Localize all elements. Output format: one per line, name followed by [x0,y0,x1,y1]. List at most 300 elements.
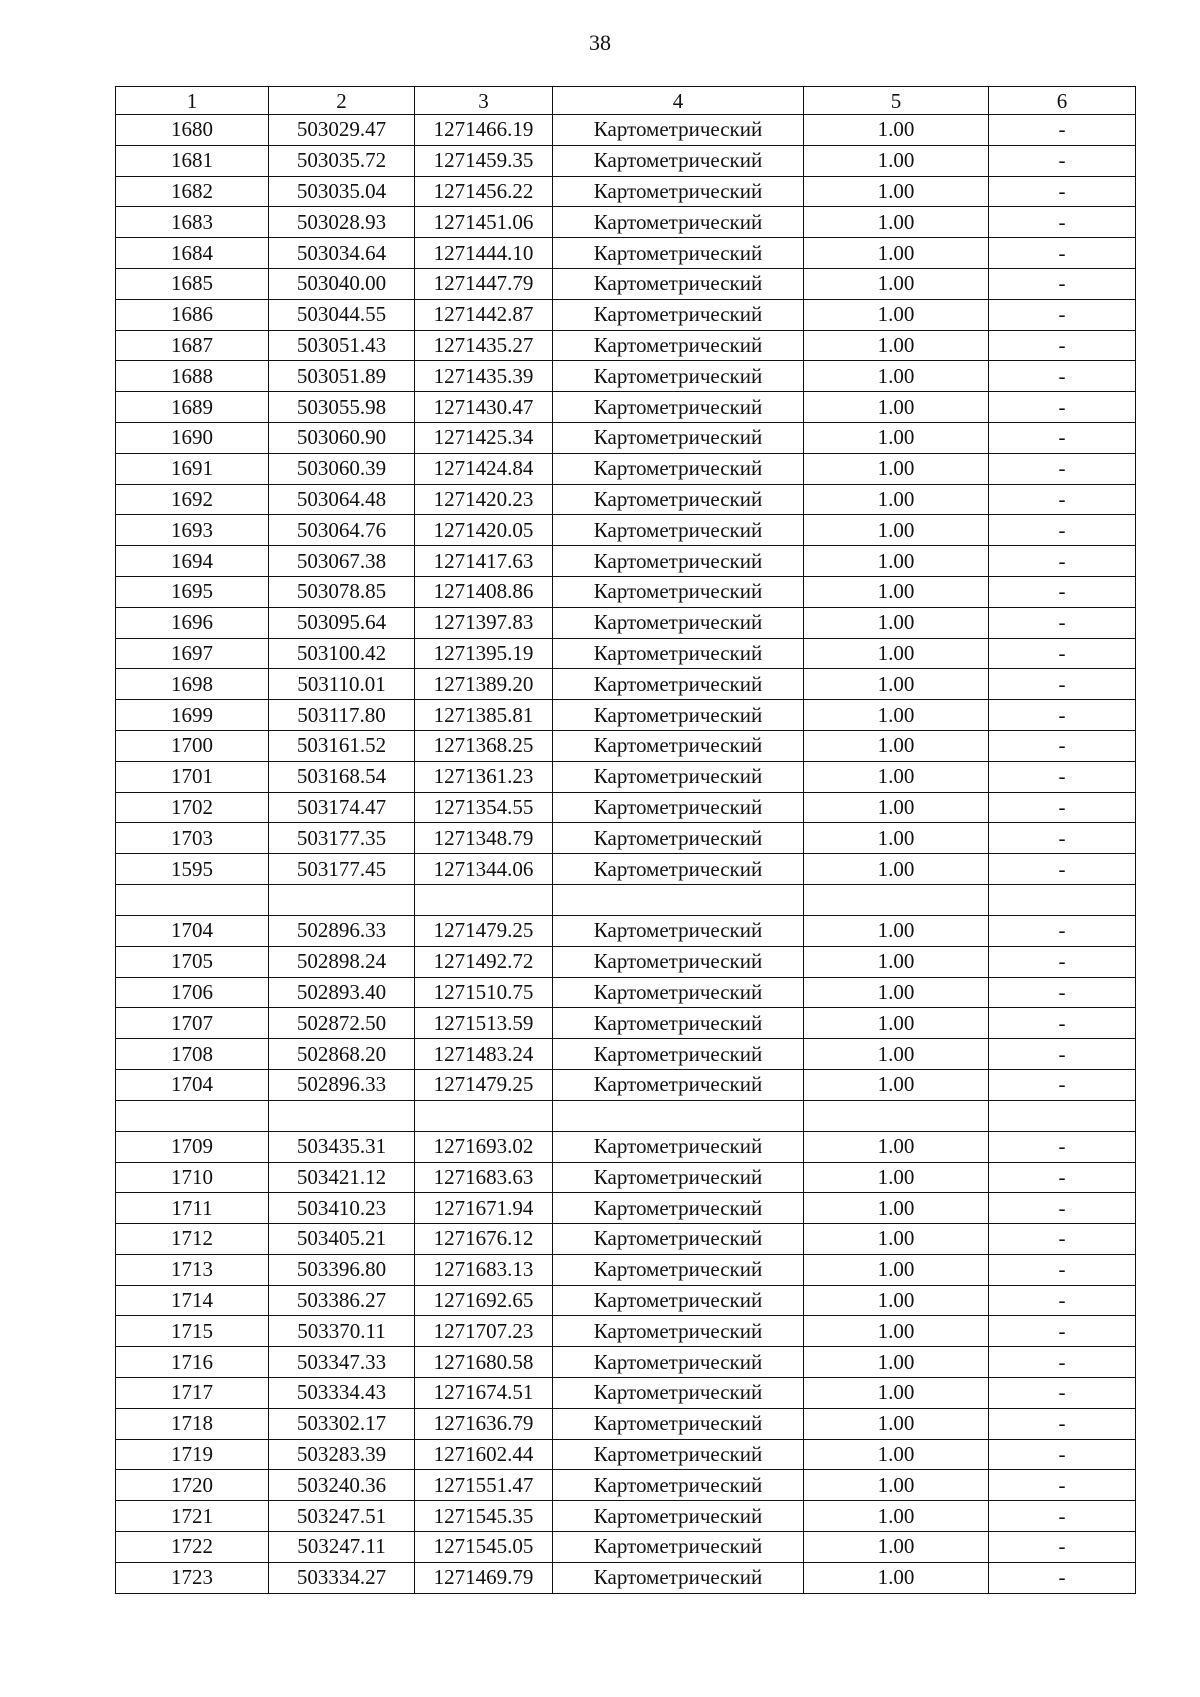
table-row [116,946,1136,977]
table-cell: 1696 [116,607,269,638]
table-cell: 1271354.55 [415,792,553,823]
table-cell [116,884,269,915]
table-cell: 1271430.47 [415,392,553,423]
table-cell: - [989,854,1136,885]
table-cell: 1709 [116,1131,269,1162]
table-cell: 502896.33 [269,915,415,946]
table-cell: 1.00 [804,1378,989,1409]
table-cell: 1.00 [804,669,989,700]
table-cell: 1271395.19 [415,638,553,669]
table-cell: 1689 [116,392,269,423]
table-cell: 502898.24 [269,946,415,977]
table-cell: 1.00 [804,1131,989,1162]
table-cell: 1.00 [804,453,989,484]
table-cell: 1271408.86 [415,576,553,607]
table-cell: 1.00 [804,977,989,1008]
table-cell: - [989,515,1136,546]
table-cell: Картометрический [553,145,804,176]
table-cell: 1271424.84 [415,453,553,484]
table-cell: 1695 [116,576,269,607]
table-cell: 1.00 [804,361,989,392]
table-cell: 502868.20 [269,1039,415,1070]
table-cell: 1680 [116,115,269,146]
table-cell: 1271602.44 [415,1439,553,1470]
table-row [116,1501,1136,1532]
table-cell: Картометрический [553,1131,804,1162]
table-cell: 1702 [116,792,269,823]
table-cell: 502896.33 [269,1069,415,1100]
table-cell: Картометрический [553,1408,804,1439]
table-cell: 1691 [116,453,269,484]
table-row [116,176,1136,207]
table-cell: 1.00 [804,761,989,792]
table-cell: 503302.17 [269,1408,415,1439]
table-cell: - [989,115,1136,146]
table-cell: - [989,638,1136,669]
table-cell: 1718 [116,1408,269,1439]
table-cell: 1271466.19 [415,115,553,146]
table-cell: Картометрический [553,546,804,577]
table-cell: 503044.55 [269,299,415,330]
coordinates-table [115,86,1136,1594]
table-cell: Картометрический [553,730,804,761]
table-cell: 503051.89 [269,361,415,392]
table-cell: 1715 [116,1316,269,1347]
table-row [116,1069,1136,1100]
table-row [116,299,1136,330]
table-cell: 1683 [116,207,269,238]
table-cell: 503334.43 [269,1378,415,1409]
table-cell: 503117.80 [269,700,415,731]
table-cell: 503029.47 [269,115,415,146]
table-cell: 1703 [116,823,269,854]
table-row [116,823,1136,854]
table-cell: 503034.64 [269,238,415,269]
table-row [116,977,1136,1008]
table-cell: Картометрический [553,330,804,361]
table-row [116,700,1136,731]
table-cell: - [989,1378,1136,1409]
table-cell: - [989,546,1136,577]
table-cell: 1688 [116,361,269,392]
table-row [116,1224,1136,1255]
table-cell: - [989,1131,1136,1162]
table-cell: 1710 [116,1162,269,1193]
table-cell: 1700 [116,730,269,761]
table-row [116,238,1136,269]
table-cell: - [989,576,1136,607]
table-cell: - [989,1162,1136,1193]
table-row [116,1378,1136,1409]
table-cell: 1.00 [804,576,989,607]
table-row [116,392,1136,423]
table-cell: Картометрический [553,576,804,607]
table-cell: - [989,977,1136,1008]
table-row [116,1532,1136,1563]
table-row [116,1285,1136,1316]
table-cell: 503035.04 [269,176,415,207]
table-cell: - [989,145,1136,176]
table-cell: 1271435.39 [415,361,553,392]
table-row [116,115,1136,146]
table-cell: 1.00 [804,1224,989,1255]
table-cell: Картометрический [553,1162,804,1193]
table-row [116,576,1136,607]
table-cell: 1720 [116,1470,269,1501]
table-cell [804,884,989,915]
table-cell [415,1100,553,1131]
table-cell: Картометрический [553,422,804,453]
table-cell: 1.00 [804,792,989,823]
table-cell [989,1100,1136,1131]
table-cell: 1686 [116,299,269,330]
table-cell: 503095.64 [269,607,415,638]
table-cell: 1271420.05 [415,515,553,546]
table-cell: - [989,1193,1136,1224]
table-cell: 503435.31 [269,1131,415,1162]
column-header: 4 [553,87,804,115]
table-cell: 1271479.25 [415,1069,553,1100]
table-cell: Картометрический [553,1039,804,1070]
table-cell: 503064.76 [269,515,415,546]
table-cell: 1723 [116,1562,269,1593]
table-separator-row [116,884,1136,915]
table-cell: 503386.27 [269,1285,415,1316]
table-cell: 1271545.35 [415,1501,553,1532]
table-row [116,1193,1136,1224]
table-row [116,638,1136,669]
table-cell: - [989,1285,1136,1316]
table-cell: 1692 [116,484,269,515]
table-cell: 1.00 [804,638,989,669]
table-cell [269,884,415,915]
table-cell: 1271676.12 [415,1224,553,1255]
table-cell: Картометрический [553,1501,804,1532]
table-cell: 1.00 [804,1501,989,1532]
table-cell: 1.00 [804,1562,989,1593]
table-cell: Картометрический [553,1439,804,1470]
table-cell: Картометрический [553,207,804,238]
table-cell: - [989,1501,1136,1532]
table-cell: Картометрический [553,1378,804,1409]
table-cell: 1.00 [804,268,989,299]
table-cell: 1271442.87 [415,299,553,330]
table-cell: 1271459.35 [415,145,553,176]
table-row [116,453,1136,484]
table-cell: 1.00 [804,854,989,885]
table-cell: Картометрический [553,915,804,946]
table-cell: 1.00 [804,1008,989,1039]
table-cell: 1721 [116,1501,269,1532]
table-cell: Картометрический [553,977,804,1008]
table-cell: 503283.39 [269,1439,415,1470]
table-cell: - [989,268,1136,299]
table-cell: 1708 [116,1039,269,1070]
table-cell: 1.00 [804,207,989,238]
table-cell: 1271707.23 [415,1316,553,1347]
table-cell [989,884,1136,915]
table-header-row [116,87,1136,115]
table-cell: 1.00 [804,1316,989,1347]
table-cell: 1690 [116,422,269,453]
table-cell: Картометрический [553,115,804,146]
table-row [116,1470,1136,1501]
table-cell: 1.00 [804,946,989,977]
table-cell: 1271417.63 [415,546,553,577]
table-cell: - [989,1039,1136,1070]
table-row [116,330,1136,361]
table-cell: - [989,669,1136,700]
table-cell: 1271435.27 [415,330,553,361]
table-row [116,915,1136,946]
table-cell: 503247.51 [269,1501,415,1532]
table-cell: 503177.35 [269,823,415,854]
table-row [116,1562,1136,1593]
table-cell: 1.00 [804,1347,989,1378]
table-cell: Картометрический [553,1193,804,1224]
table-cell: 1685 [116,268,269,299]
table-cell: 503174.47 [269,792,415,823]
table-cell: 1.00 [804,730,989,761]
table-cell [415,884,553,915]
column-header: 2 [269,87,415,115]
table-cell: 1271397.83 [415,607,553,638]
table-cell: 1705 [116,946,269,977]
table-cell: 1.00 [804,607,989,638]
table-cell: - [989,792,1136,823]
table-cell: - [989,330,1136,361]
table-cell: 503347.33 [269,1347,415,1378]
table-cell: 1687 [116,330,269,361]
table-row [116,361,1136,392]
table-cell: 1717 [116,1378,269,1409]
table-cell: 1712 [116,1224,269,1255]
table-cell: 1271680.58 [415,1347,553,1378]
table-cell: Картометрический [553,299,804,330]
table-cell: 503051.43 [269,330,415,361]
table-cell: Картометрический [553,268,804,299]
table-row [116,484,1136,515]
table-cell: 1.00 [804,700,989,731]
table-cell: Картометрический [553,1254,804,1285]
table-cell: 1706 [116,977,269,1008]
table-cell: - [989,299,1136,330]
table-row [116,145,1136,176]
column-header: 1 [116,87,269,115]
table-cell: 503334.27 [269,1562,415,1593]
table-cell: - [989,207,1136,238]
table-cell: 1271348.79 [415,823,553,854]
table-cell: - [989,361,1136,392]
table-cell: 1.00 [804,1193,989,1224]
table-cell: 1.00 [804,330,989,361]
table-cell: Картометрический [553,515,804,546]
table-cell: 1271451.06 [415,207,553,238]
table-cell: 1595 [116,854,269,885]
table-cell: 1.00 [804,823,989,854]
table-cell: Картометрический [553,946,804,977]
table-cell: - [989,761,1136,792]
table-cell: 1.00 [804,238,989,269]
table-row [116,546,1136,577]
table-row [116,607,1136,638]
table-cell: Картометрический [553,1347,804,1378]
table-row [116,1347,1136,1378]
table-cell: 1.00 [804,1069,989,1100]
table-cell: - [989,1069,1136,1100]
table-cell: 1.00 [804,915,989,946]
table-cell: 1271444.10 [415,238,553,269]
table-cell: 1684 [116,238,269,269]
table-cell: Картометрический [553,238,804,269]
table-cell: - [989,176,1136,207]
table-cell: 1271479.25 [415,915,553,946]
table-row [116,268,1136,299]
table-cell: Картометрический [553,453,804,484]
table-row [116,792,1136,823]
table-cell: Картометрический [553,607,804,638]
table-cell: 1681 [116,145,269,176]
table-cell: 1.00 [804,115,989,146]
table-cell: 503060.39 [269,453,415,484]
table-cell: 1698 [116,669,269,700]
table-cell: Картометрический [553,361,804,392]
table-separator-row [116,1100,1136,1131]
table-cell: 1699 [116,700,269,731]
table-cell: 1271469.79 [415,1562,553,1593]
table-cell: 503405.21 [269,1224,415,1255]
table-cell: 503396.80 [269,1254,415,1285]
table-cell: Картометрический [553,792,804,823]
table-cell: 1716 [116,1347,269,1378]
table-row [116,1439,1136,1470]
table-body [116,87,1136,1594]
table-cell: 1704 [116,1069,269,1100]
table-cell: 1271344.06 [415,854,553,885]
table-cell: 503078.85 [269,576,415,607]
table-row [116,515,1136,546]
table-cell: 503421.12 [269,1162,415,1193]
table-cell: Картометрический [553,484,804,515]
table-cell: - [989,823,1136,854]
table-cell: 1.00 [804,1254,989,1285]
table-cell: - [989,484,1136,515]
table-cell: - [989,700,1136,731]
table-cell: Картометрический [553,669,804,700]
table-cell: Картометрический [553,1224,804,1255]
table-cell: 503100.42 [269,638,415,669]
table-cell: 1271510.75 [415,977,553,1008]
table-row [116,422,1136,453]
table-cell: 1271692.65 [415,1285,553,1316]
table-cell: 1697 [116,638,269,669]
table-cell: 1271447.79 [415,268,553,299]
table-cell: 1271693.02 [415,1131,553,1162]
table-cell: 1271545.05 [415,1532,553,1563]
table-row [116,761,1136,792]
table-cell: 1271368.25 [415,730,553,761]
table-cell: 1.00 [804,422,989,453]
table-cell: 1.00 [804,176,989,207]
table-cell: 1271683.13 [415,1254,553,1285]
table-cell: Картометрический [553,176,804,207]
table-cell [553,1100,804,1131]
table-cell: 503110.01 [269,669,415,700]
table-cell: - [989,1254,1136,1285]
table-cell: 1.00 [804,1532,989,1563]
table-cell: 1.00 [804,145,989,176]
table-cell: 1.00 [804,1439,989,1470]
table-cell: 502893.40 [269,977,415,1008]
table-cell: 1271425.34 [415,422,553,453]
table-cell: 1271674.51 [415,1378,553,1409]
table-cell: 1.00 [804,1470,989,1501]
table-cell: Картометрический [553,1285,804,1316]
table-cell: - [989,1008,1136,1039]
table-cell: 1682 [116,176,269,207]
table-cell: Картометрический [553,1470,804,1501]
table-cell: Картометрический [553,854,804,885]
table-cell: 1271683.63 [415,1162,553,1193]
table-cell: 503410.23 [269,1193,415,1224]
table-cell: Картометрический [553,638,804,669]
table-cell: Картометрический [553,392,804,423]
table-cell: 1693 [116,515,269,546]
column-header: 6 [989,87,1136,115]
table-cell: Картометрический [553,1008,804,1039]
table-cell: Картометрический [553,1532,804,1563]
table-cell: Картометрический [553,1316,804,1347]
table-cell: 1271483.24 [415,1039,553,1070]
table-cell: 1271513.59 [415,1008,553,1039]
table-cell: - [989,422,1136,453]
table-row [116,669,1136,700]
table-cell: 1714 [116,1285,269,1316]
table-row [116,730,1136,761]
table-cell: - [989,915,1136,946]
table-row [116,1316,1136,1347]
table-cell: 1701 [116,761,269,792]
table-cell: 1271671.94 [415,1193,553,1224]
table-cell [804,1100,989,1131]
table-cell: - [989,730,1136,761]
table-cell: 1704 [116,915,269,946]
table-cell: 1271636.79 [415,1408,553,1439]
table-cell: 1694 [116,546,269,577]
table-cell: 1707 [116,1008,269,1039]
table-row [116,1008,1136,1039]
table-cell: Картометрический [553,1562,804,1593]
table-cell: 1271389.20 [415,669,553,700]
table-cell: 1.00 [804,484,989,515]
table-cell: 1.00 [804,1162,989,1193]
table-cell: - [989,1347,1136,1378]
table-cell: 1.00 [804,1408,989,1439]
table-cell: 1271492.72 [415,946,553,977]
table-cell: Картометрический [553,700,804,731]
page-number: 38 [589,30,611,55]
table-cell: 503247.11 [269,1532,415,1563]
table-cell [269,1100,415,1131]
table-cell: 1.00 [804,515,989,546]
column-header: 5 [804,87,989,115]
table-cell: 1271551.47 [415,1470,553,1501]
table-cell: 1711 [116,1193,269,1224]
table-cell [116,1100,269,1131]
table-cell: - [989,1316,1136,1347]
table-cell: 503067.38 [269,546,415,577]
table-cell: - [989,607,1136,638]
